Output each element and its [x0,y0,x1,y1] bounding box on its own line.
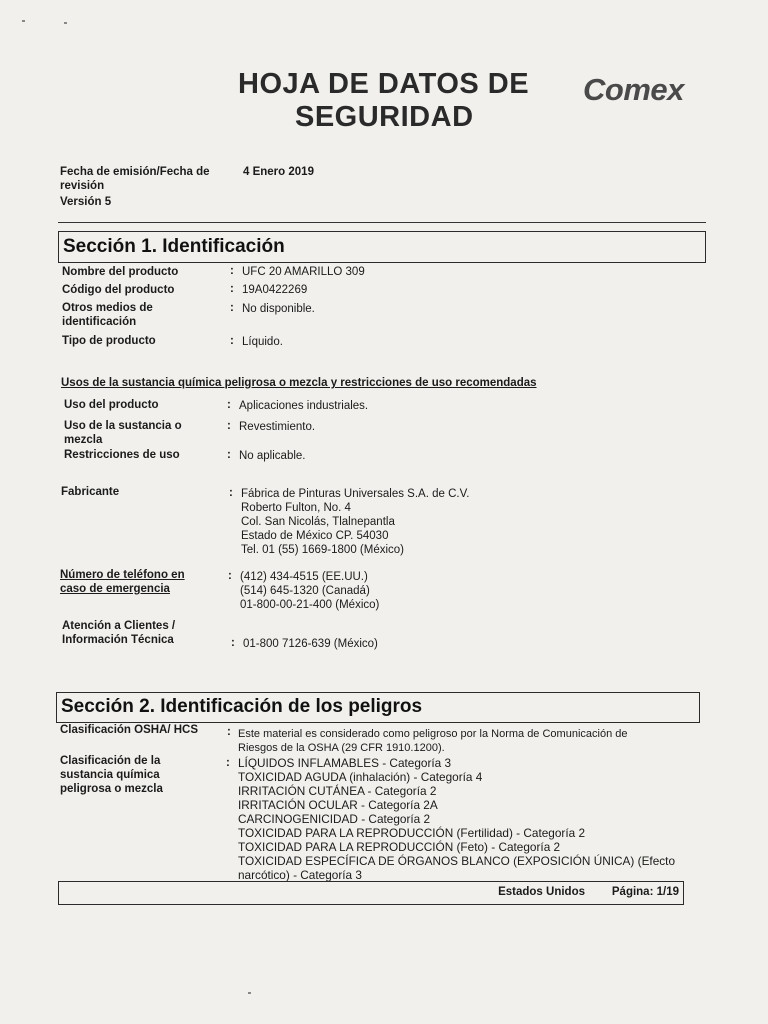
hazard-item: TOXICIDAD ESPECÍFICA DE ÓRGANOS BLANCO (EXPOSICIÓN ÚNICA) (Efecto [238,854,676,868]
colon: : [230,335,234,347]
product-type-value: Líquido. [242,336,283,348]
restrictions-label: Restricciones de uso [64,449,180,461]
emergency-phone-us: (412) 434-4515 (EE.UU.) [240,571,368,583]
hazard-item: TOXICIDAD AGUDA (inhalación) - Categoría 4 [238,770,483,784]
colon: : [231,637,235,649]
other-ids-value: No disponible. [242,303,315,315]
colon: : [229,487,233,499]
manufacturer-line: Fábrica de Pinturas Universales S.A. de C.V. [241,488,470,500]
document-title [238,68,529,134]
emergency-phone-label: Número de teléfono en caso de emergencia [60,569,185,595]
version-label: Versión 5 [60,196,112,208]
colon: : [230,283,234,295]
section-1-title: Sección 1. Identificación [63,236,285,257]
uses-heading: Usos de la sustancia química peligrosa o mezcla y restricciones de uso recomendadas [61,377,537,389]
page-footer [58,881,684,905]
manufacturer-address [241,487,469,557]
scan-speck [64,22,67,24]
manufacturer-line: Estado de México CP. 54030 [241,530,389,542]
product-code-label: Código del producto [62,284,175,296]
colon: : [227,420,231,432]
header-divider [58,222,706,223]
footer-page-number: Página: 1/19 [611,886,679,898]
product-code-value: 19A0422269 [242,284,308,296]
substance-use-label: Uso de la sustancia o mezcla [64,420,182,446]
manufacturer-line: Roberto Fulton, No. 4 [241,502,351,514]
scan-speck [22,20,25,22]
hazard-item: IRRITACIÓN OCULAR - Categoría 2A [238,798,438,812]
colon: : [227,399,231,411]
osha-line: Este material es considerado como peligroso por la Norma de Comunicación de [238,728,628,740]
hazard-item: LÍQUIDOS INFLAMABLES - Categoría 3 [238,756,452,770]
section-2-header [56,692,700,723]
colon: : [227,449,231,461]
section-2-title: Sección 2. Identificación de los peligros [61,696,423,717]
date-label: Fecha de emisión/Fecha de revisión [60,166,210,192]
product-use-value: Aplicaciones industriales. [239,400,369,412]
section-1-header [58,231,706,263]
hazard-item: IRRITACIÓN CUTÁNEA - Categoría 2 [238,784,437,798]
osha-classification-value [238,727,627,755]
customer-support-label: Atención a Clientes / Información Técnica [62,620,176,646]
product-name-label: Nombre del producto [62,266,179,278]
scan-speck [248,992,251,994]
hazard-classification-label: Clasificación de la sustancia química peligrosa o mezcla [60,755,163,795]
other-ids-label: Otros medios de identificación [62,302,153,328]
customer-support-value: 01-800 7126-639 (México) [243,638,378,650]
title-line-1: HOJA DE DATOS DE [238,68,530,100]
manufacturer-line: Tel. 01 (55) 1669-1800 (México) [241,544,404,556]
product-name-value: UFC 20 AMARILLO 309 [242,266,365,278]
product-use-label: Uso del producto [64,399,159,411]
hazard-item: TOXICIDAD PARA LA REPRODUCCIÓN (Fertilidad) - Categoría 2 [238,826,586,840]
restrictions-value: No aplicable. [239,450,306,462]
date-value: 4 Enero 2019 [243,166,314,178]
manufacturer-label: Fabricante [61,486,120,498]
comex-logo: Comex [583,72,684,107]
hazard-item: TOXICIDAD PARA LA REPRODUCCIÓN (Feto) - Categoría 2 [238,840,561,854]
osha-classification-label: Clasificación OSHA/ HCS [60,724,199,736]
manufacturer-line: Col. San Nicolás, Tlalnepantla [241,516,395,528]
emergency-phones [240,570,379,612]
colon: : [230,302,234,314]
emergency-phone-mexico: 01-800-00-21-400 (México) [240,599,380,611]
hazard-item: narcótico) - Categoría 3 [238,868,362,882]
colon: : [227,726,231,738]
colon: : [226,757,230,769]
product-type-label: Tipo de producto [62,335,156,347]
colon: : [228,570,232,582]
title-line-2: SEGURIDAD [295,101,474,133]
colon: : [230,265,234,277]
osha-line: Riesgos de la OSHA (29 CFR 1910.1200). [238,742,445,754]
substance-use-value: Revestimiento. [239,421,316,433]
footer-country: Estados Unidos [498,886,585,898]
emergency-phone-canada: (514) 645-1320 (Canadá) [240,585,370,597]
hazard-item: CARCINOGENICIDAD - Categoría 2 [238,812,431,826]
hazard-classification-list [238,756,675,882]
